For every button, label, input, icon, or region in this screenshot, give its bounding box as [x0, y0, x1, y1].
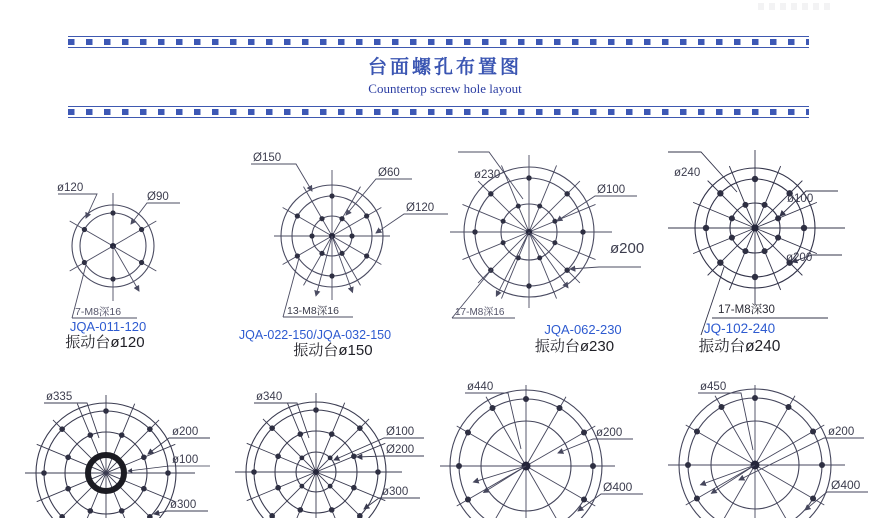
screw-hole-dot: [319, 216, 324, 221]
screw-hole-dot: [580, 229, 585, 234]
caption-2: 振动台ø150: [293, 342, 373, 359]
leader-line: [154, 511, 208, 514]
dimension-label: ø200: [786, 252, 813, 264]
leader-line: [128, 466, 210, 471]
screw-hole-dot: [501, 219, 506, 224]
screw-hole-drawing-7: [435, 370, 650, 518]
screw-hole-dot: [729, 215, 735, 221]
screw-hole-dot: [537, 255, 542, 260]
screw-hole-dot: [762, 248, 768, 254]
screw-hole-dot: [375, 469, 381, 475]
screw-hole-dot: [103, 408, 109, 414]
dimension-label: Ø400: [831, 478, 861, 492]
direction-arrow: [700, 465, 755, 485]
screw-hole-dot: [752, 274, 758, 280]
screw-hole-dot: [810, 429, 816, 435]
screw-hole-dot: [516, 204, 521, 209]
screw-hole-dot: [329, 273, 334, 278]
model-label-3: JQA-062-230: [544, 322, 622, 337]
dimension-label: ø100: [787, 193, 814, 205]
screw-hole-dot: [552, 219, 557, 224]
screw-hole-dot: [364, 213, 369, 218]
screw-hole-dot: [275, 485, 281, 491]
screw-hole-dot: [694, 429, 700, 435]
caption-4: 振动台ø240: [698, 338, 781, 355]
center-hole-dot: [313, 469, 319, 475]
screw-hole-dot: [537, 204, 542, 209]
screw-hole-drawing-6: [230, 380, 435, 518]
model-label-4: JQ-102-240: [703, 321, 776, 336]
screw-hole-dot: [295, 253, 300, 258]
dimension-label: ø300: [382, 486, 409, 498]
screw-hole-dot: [328, 455, 333, 460]
caption-3: 振动台ø230: [534, 338, 615, 355]
page-subtitle: Countertop screw hole layout: [368, 81, 522, 96]
screw-hole-dot: [590, 463, 596, 469]
screw-hole-dot: [557, 405, 563, 411]
dimension-label: Ø200: [386, 444, 415, 456]
hole-count-note: 7-M8深16: [75, 306, 122, 318]
leader-line: [698, 393, 753, 450]
leader-line: [346, 179, 412, 215]
leader-line: [578, 494, 643, 511]
screw-hole-dot: [329, 193, 334, 198]
hole-count-note: 13-M8深16: [287, 305, 339, 317]
leader-line: [251, 164, 312, 191]
dimension-label: ø300: [170, 499, 197, 511]
screw-hole-dot: [526, 175, 531, 180]
dimension-label: Ø100: [386, 426, 415, 438]
screw-hole-dot: [742, 248, 748, 254]
leader-line: [364, 498, 420, 509]
screw-hole-dot: [762, 202, 768, 208]
screw-hole-dot: [717, 190, 723, 196]
screw-hole-dot: [581, 430, 587, 436]
screw-hole-dot: [110, 210, 115, 215]
leader-line: [376, 214, 448, 233]
screw-hole-dot: [141, 455, 147, 461]
dimension-label: Ø150: [253, 152, 282, 164]
direction-arrow: [484, 466, 526, 492]
dimension-label: ø200: [596, 427, 623, 439]
screw-hole-dot: [165, 470, 171, 476]
screw-hole-dot: [295, 213, 300, 218]
screw-hole-dot: [59, 426, 65, 432]
hole-count-note: 17-M8深30: [718, 304, 775, 316]
screw-hole-dot: [147, 426, 153, 432]
screw-hole-drawing-5: [20, 380, 220, 518]
screw-hole-dot: [329, 507, 335, 513]
screw-hole-dot: [729, 235, 735, 241]
screw-hole-dot: [119, 508, 125, 514]
screw-hole-dot: [364, 253, 369, 258]
screw-hole-dot: [523, 396, 529, 402]
screw-hole-dot: [339, 216, 344, 221]
dimension-label: Ø60: [378, 167, 400, 179]
screw-hole-dot: [775, 215, 781, 221]
screw-hole-dot: [526, 283, 531, 288]
screw-hole-dot: [349, 233, 354, 238]
leader-line: [58, 194, 97, 218]
screw-hole-dot: [328, 484, 333, 489]
screw-hole-drawing-2: [230, 135, 455, 330]
screw-hole-dot: [119, 432, 125, 438]
screw-hole-drawing-1: [35, 140, 210, 330]
center-hole-dot: [751, 224, 758, 231]
screw-hole-dot: [41, 470, 47, 476]
decorative-rule-top: [68, 36, 809, 48]
screw-hole-dot: [298, 431, 304, 437]
direction-arrow: [113, 246, 139, 291]
screw-hole-dot: [465, 430, 471, 436]
dimension-label: ø240: [674, 167, 701, 179]
leader-line: [570, 267, 641, 269]
dimension-label: Ø90: [147, 191, 169, 203]
screw-hole-dot: [719, 404, 725, 410]
dimension-label: Ø120: [406, 202, 435, 214]
screw-hole-dot: [299, 455, 304, 460]
screw-hole-dot: [501, 240, 506, 245]
screw-hole-dot: [269, 425, 275, 431]
direction-arrow: [332, 236, 353, 292]
screw-hole-drawing-4: [655, 135, 890, 337]
screw-hole-dot: [110, 276, 115, 281]
screw-hole-dot: [472, 229, 477, 234]
screw-hole-dot: [742, 202, 748, 208]
dimension-label: ø200: [610, 240, 645, 257]
screw-hole-dot: [357, 425, 363, 431]
leader-line: [465, 393, 521, 449]
screw-hole-dot: [88, 432, 94, 438]
caption-1: 振动台ø120: [65, 334, 145, 351]
screw-hole-dot: [581, 497, 587, 503]
dimension-label: ø100: [172, 454, 199, 466]
leader-line: [739, 438, 864, 480]
screw-hole-dot: [251, 469, 257, 475]
screw-hole-dot: [319, 251, 324, 256]
screw-hole-dot: [141, 486, 147, 492]
screw-hole-dot: [456, 463, 462, 469]
dimension-label: ø200: [172, 426, 199, 438]
screw-hole-dot: [819, 462, 825, 468]
dimension-label: ø450: [700, 381, 727, 393]
screw-hole-dot: [65, 486, 71, 492]
dimension-label: Ø400: [603, 480, 633, 494]
screw-hole-dot: [139, 260, 144, 265]
screw-hole-dot: [552, 240, 557, 245]
leader-line: [557, 196, 637, 221]
rule-dots: [68, 39, 809, 46]
screw-hole-dot: [465, 497, 471, 503]
screw-hole-dot: [298, 507, 304, 513]
model-label-2: JQA-022-150/JQA-032-150: [238, 328, 392, 342]
dimension-label: ø340: [256, 391, 283, 403]
screw-hole-dot: [309, 233, 314, 238]
rule-dots: [68, 109, 809, 116]
dimension-label: ø440: [467, 381, 494, 393]
screw-hole-dot: [339, 251, 344, 256]
dimension-label: Ø100: [597, 184, 626, 196]
screw-hole-dot: [752, 395, 758, 401]
screw-hole-drawing-8: [660, 370, 875, 518]
screw-hole-dot: [717, 259, 723, 265]
leader-line: [357, 456, 424, 457]
hole-count-note: 17-M8深16: [455, 307, 505, 318]
dimension-label: ø230: [474, 169, 501, 181]
screw-hole-dot: [490, 405, 496, 411]
screw-hole-dot: [82, 227, 87, 232]
screw-hole-dot: [88, 508, 94, 514]
decorative-rule-bottom: [68, 106, 809, 118]
screw-hole-dot: [564, 267, 569, 272]
screw-hole-dot: [810, 496, 816, 502]
screw-hole-dot: [694, 496, 700, 502]
screw-hole-dot: [313, 407, 319, 413]
screw-hole-dot: [275, 454, 281, 460]
dimension-label: ø335: [46, 391, 73, 403]
screw-hole-dot: [139, 227, 144, 232]
dimension-label: ø120: [57, 182, 84, 194]
screw-hole-dot: [685, 462, 691, 468]
direction-arrow: [711, 465, 755, 493]
screw-hole-dot: [703, 225, 709, 231]
screw-hole-dot: [801, 225, 807, 231]
screw-hole-dot: [351, 454, 357, 460]
screw-hole-dot: [65, 455, 71, 461]
screw-hole-dot: [299, 484, 304, 489]
dimension-label: ø200: [828, 426, 855, 438]
screw-hole-dot: [351, 485, 357, 491]
screw-hole-dot: [775, 235, 781, 241]
model-label-1: JQA-011-120: [69, 319, 147, 334]
screw-hole-dot: [329, 431, 335, 437]
screw-hole-drawing-3: [440, 135, 670, 335]
screw-hole-dot: [752, 176, 758, 182]
faint-watermark: [758, 3, 830, 10]
screw-hole-dot: [786, 404, 792, 410]
screw-hole-dot: [564, 191, 569, 196]
screw-hole-dot: [488, 191, 493, 196]
page-title: 台面螺孔布置图: [367, 57, 522, 78]
